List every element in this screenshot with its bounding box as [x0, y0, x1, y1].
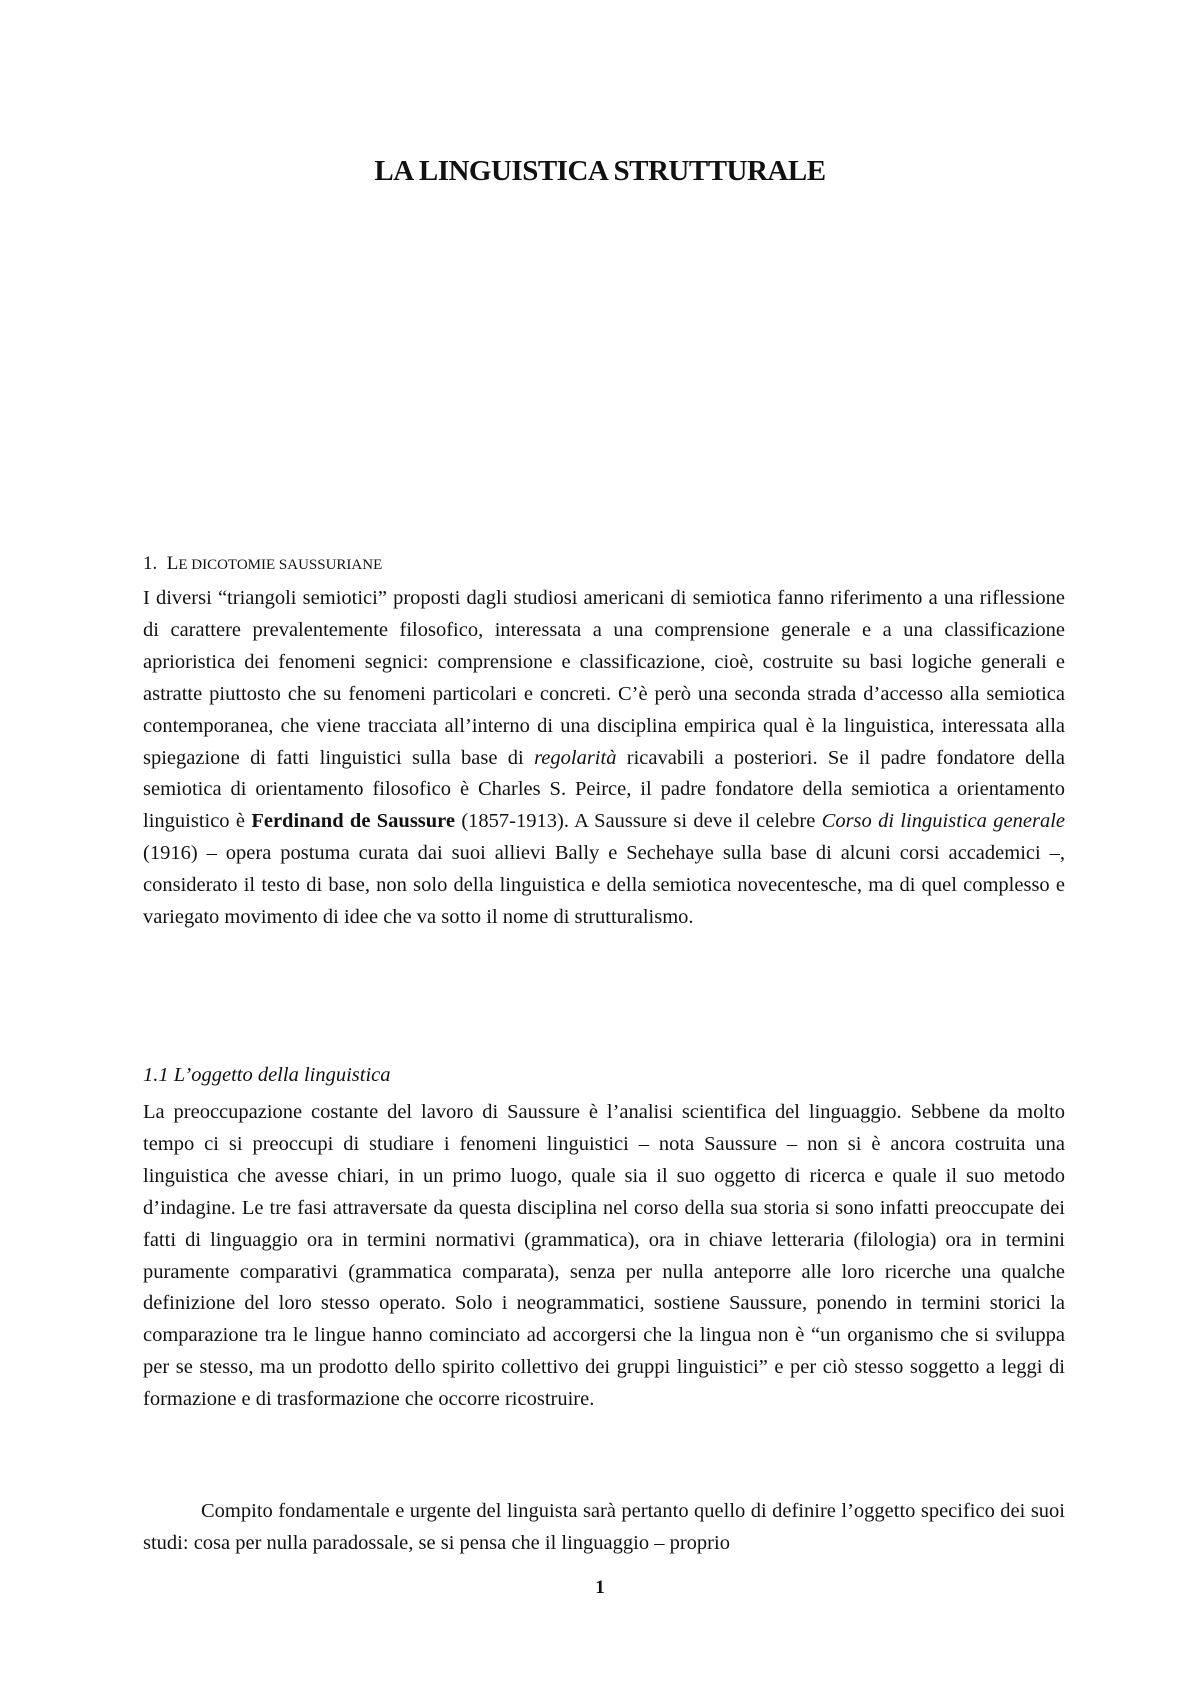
subsection-paragraph-indented: Compito fondamentale e urgente del linguista sarà pertanto quello di definire l’oggetto specifico dei suoi studi: cosa per nulla paradossale, se si pensa che il linguaggio – proprio: [143, 1500, 1065, 1554]
paragraph-text: ricavabili a posteriori. Se il padre fondatore della semiotica di orientamento filosofico è Charles S. Peirce, il padre fondatore della semiotica a orientamento linguistico è: [143, 746, 1066, 833]
subsection-paragraph: La preoccupazione costante del lavoro di Saussure è l’analisi scientifica del linguaggio. Sebbene da molto tempo ci si preoccupi di studiare i fenomeni linguistici – nota Saussure – non si è ancora costruita una linguistica che avesse chiari, in un primo luogo, quale sia il suo oggetto di ricerca e quale il suo metodo d’indagine. Le tre fasi attraversate da questa disciplina nel corso della sua storia si sono infatti preoccupate dei fatti di linguaggio ora in termini normativi (grammatica), ora in chiave letteraria (filologia) ora in termini puramente comparativi (grammatica comparata), senza per nulla anteporre alle loro ricerche una qualche definizione del loro stesso operato. Solo i neogrammatici, sostiene Saussure, ponendo in termini storici la comparazione tra le lingue hanno cominciato ad accorgersi che la lingua non è “un organismo che si sviluppa per se stesso, ma un prodotto dello spirito collettivo dei gruppi linguistici” e per ciò stesso soggetto a leggi di formazione e di trasformazione che occorre ricostruire.: [143, 1101, 1065, 1411]
document-title: LA LINGUISTICA STRUTTURALE: [374, 155, 826, 187]
book-title-corso: Corso di linguistica generale: [821, 810, 1065, 833]
bold-saussure-name: Ferdinand de Saussure: [251, 810, 456, 833]
section-heading-text: E DICOTOMIE SAUSSURIANE: [178, 557, 383, 573]
paragraph-text: (1857-1913). A Saussure si deve il celebre: [455, 810, 822, 833]
section-heading-initial: L: [166, 553, 179, 574]
subsection-heading: 1.1 L’oggetto della linguistica: [143, 1064, 391, 1086]
emphasis-regolarita: regolarità: [534, 746, 617, 769]
section-heading: [143, 553, 382, 575]
paragraph-text: I diversi “triangoli semiotici” proposti dagli studiosi americani di semiotica fanno riferimento a una riflessione di carattere prevalentemente filosofico, interessata a una comprensione generale e a una classificazione aprioristica dei fenomeni segnici: comprensione e classificazione, cioè, costruite su basi logiche generali e astratte piuttosto che su fenomeni particolari e concreti. C’è però una seconda strada d’accesso alla semiotica contemporanea, che viene tracciata all’interno di una disciplina empirica qual è la linguistica, interessata alla spiegazione di fatti linguistici sulla base di: [143, 587, 1065, 769]
page-number: 1: [595, 1577, 605, 1598]
section-number: 1.: [143, 553, 158, 574]
section-paragraph: [143, 583, 1065, 934]
paragraph-text: (1916) – opera postuma curata dai suoi allievi Bally e Sechehaye sulla base di alcuni corsi accademici –, considerato il testo di base, non solo della linguistica e della semiotica novecentesche, ma di quel complesso e variegato movimento di idee che va sotto il nome di strutturalismo.: [143, 842, 1065, 929]
